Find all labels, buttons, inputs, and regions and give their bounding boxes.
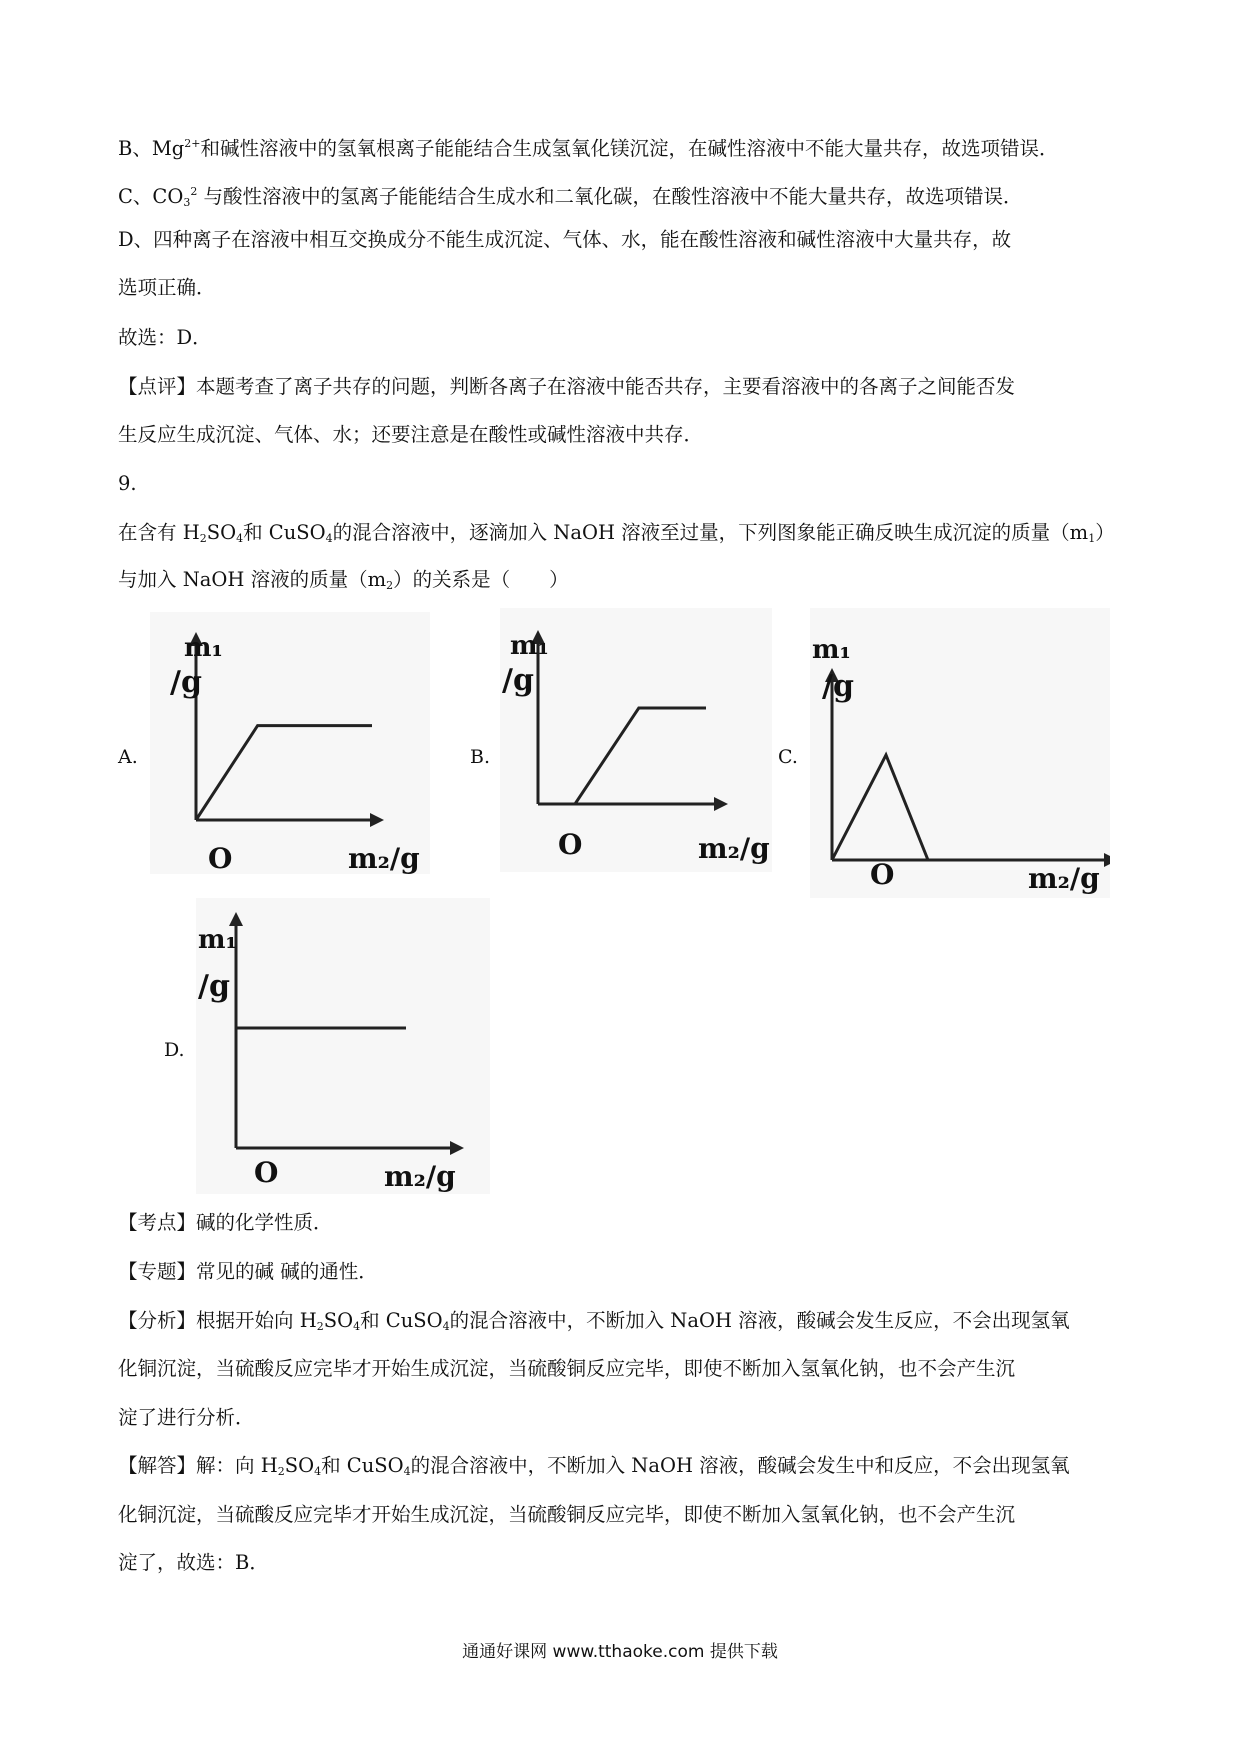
graph-b-x-label: m₂/g — [698, 832, 770, 865]
graph-a-y-label: m₁ — [184, 633, 223, 663]
graph-c-y-label: m₁ — [812, 635, 851, 665]
jieda-line-2: 化铜沉淀，当硫酸反应完毕才开始生成沉淀，当硫酸铜反应完毕，即使不断加入氢氧化钠，也不会产生沉 — [118, 1503, 1016, 1526]
graph-a-x-label: m₂/g — [348, 842, 420, 874]
graph-b-line — [538, 708, 706, 804]
option-d-explanation-1: D、四种离子在溶液中相互交换成分不能生成沉淀、气体、水，能在酸性溶液和碱性溶液中大量共存，故 — [118, 228, 1012, 251]
graph-b-svg — [500, 608, 772, 872]
graph-d-y-unit: /g — [198, 969, 230, 1004]
graph-a-svg — [150, 612, 430, 874]
graph-a-origin: O — [208, 842, 233, 874]
option-d-label: D. — [164, 1039, 185, 1061]
graph-d-x-label: m₂/g — [384, 1160, 456, 1193]
graph-d-svg — [196, 898, 490, 1194]
zhuanti: 【专题】常见的碱 碱的通性． — [118, 1260, 378, 1283]
graph-c-line — [832, 755, 928, 860]
option-a-label: A. — [118, 746, 138, 768]
graph-c-origin: O — [870, 858, 895, 891]
graph-b-x-arrowhead — [714, 797, 728, 811]
graph-a-line — [196, 726, 372, 820]
kaodian: 【考点】碱的化学性质． — [118, 1211, 333, 1234]
graph-b-y-label: m₁ — [510, 631, 549, 661]
question-line-2: 与加入 NaOH 溶液的质量$(m_2)$的关系是（ ） — [118, 568, 569, 592]
graph-c-svg — [810, 608, 1110, 898]
graph-a-x-arrowhead — [370, 813, 384, 827]
review-line-1: 【点评】本题考查了离子共存的问题，判断各离子在溶液中能否共存，主要看溶液中的各离子之间能否发 — [118, 375, 1016, 398]
graph-d-y-label: m₁ — [198, 925, 237, 955]
graph-d — [196, 898, 490, 1194]
jieda-line-3: 淀了，故选：B． — [118, 1551, 269, 1574]
graph-b-origin: O — [558, 828, 583, 861]
option-c-label: C. — [778, 746, 798, 768]
graph-d-y-arrowhead — [229, 912, 243, 926]
option-c-explanation: C、$CO_3^2$ 与酸性溶液中的氢离子能能结合生成水和二氧化碳，在酸性溶液中不能大量共存，故选项错误． — [118, 185, 1023, 209]
graph-d-x-arrowhead — [450, 1141, 464, 1155]
question-line-1: 在含有 $H_2SO_4$和 CuSO$_4$的混合溶液中，逐滴加入 NaOH 溶液至过量，下列图象能正确反映生成沉淀的质量$(m_1)$ — [118, 521, 1115, 545]
jieda-line-1: 【解答】解：向 $H_2SO_4$和 CuSO$_4$的混合溶液中，不断加入 NaOH 溶液，酸碱会发生中和反应，不会出现氢氧 — [118, 1454, 1070, 1478]
fenxi-line-1: 【分析】根据开始向 $H_2SO_4$和 CuSO$_4$的混合溶液中，不断加入 NaOH 溶液，酸碱会发生反应，不会出现氢氧 — [118, 1309, 1070, 1333]
fenxi-line-3: 淀了进行分析． — [118, 1406, 255, 1429]
graph-d-origin: O — [254, 1156, 279, 1189]
option-d-explanation-2: 选项正确． — [118, 276, 216, 299]
fenxi-line-2: 化铜沉淀，当硫酸反应完毕才开始生成沉淀，当硫酸铜反应完毕，即使不断加入氢氧化钠，也不会产生沉 — [118, 1357, 1016, 1380]
graph-c-y-unit: /g — [822, 669, 854, 704]
graph-c-x-label: m₂/g — [1028, 862, 1100, 895]
graph-b-y-unit: /g — [502, 663, 534, 698]
graph-c-x-arrowhead — [1104, 853, 1110, 867]
graph-a — [150, 612, 430, 874]
page-footer: 通通好课网 www.tthaoke.com 提供下载 — [462, 1642, 778, 1662]
previous-answer: 故选：D． — [118, 326, 212, 349]
graph-b — [500, 608, 772, 872]
option-b-explanation: B、$Mg^{2+}$和碱性溶液中的氢氧根离子能能结合生成氢氧化镁沉淀，在碱性溶液中不能大量共存，故选项错误． — [118, 137, 1059, 160]
graph-a-y-unit: /g — [170, 665, 202, 700]
question-number: 9. — [118, 472, 137, 495]
graph-c — [810, 608, 1110, 898]
option-b-label: B. — [470, 746, 491, 768]
review-line-2: 生反应生成沉淀、气体、水；还要注意是在酸性或碱性溶液中共存． — [118, 423, 704, 446]
